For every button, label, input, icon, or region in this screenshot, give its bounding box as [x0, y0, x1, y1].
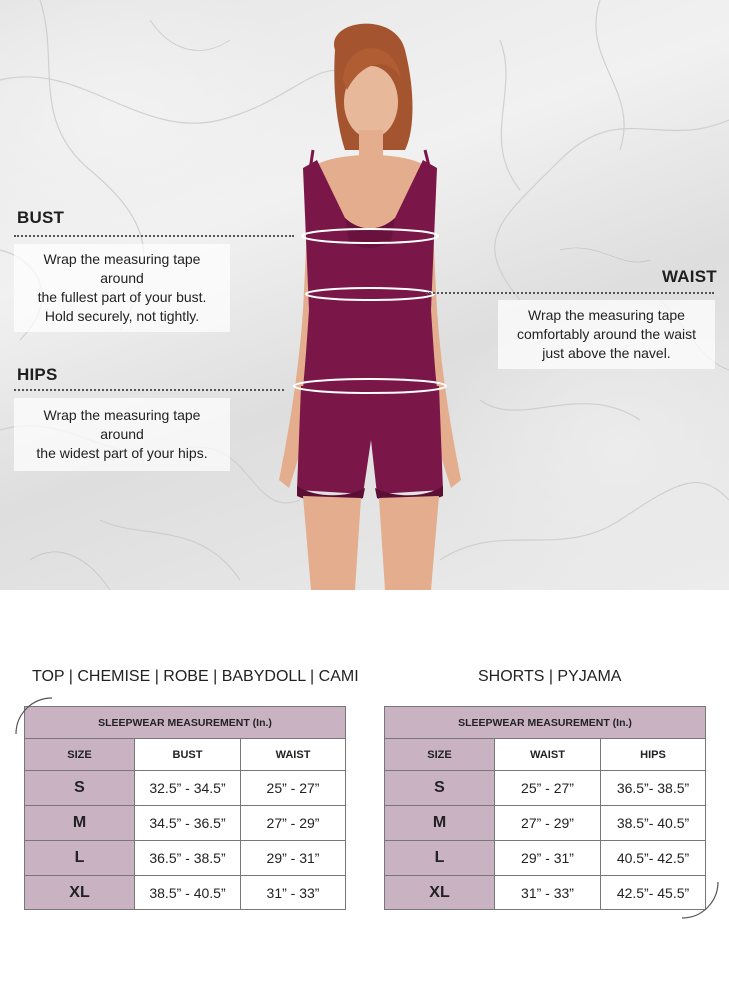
- table-row: [25, 876, 345, 909]
- size-cell: XL: [25, 876, 135, 909]
- bust-instruction-line: the fullest part of your bust.: [37, 289, 207, 305]
- table-row: [385, 806, 705, 841]
- hips-instruction-line: Wrap the measuring tape around: [43, 407, 201, 442]
- column-header: WAIST: [495, 739, 601, 770]
- value-cell: 36.5” - 38.5”: [135, 841, 241, 875]
- value-cell: 31” - 33”: [266, 884, 320, 901]
- table-row: [25, 841, 345, 876]
- bust-instruction-line: Wrap the measuring tape around: [43, 251, 201, 286]
- value-cell: 29” - 31”: [266, 850, 320, 866]
- value-cell: 42.5”- 45.5”: [616, 884, 690, 901]
- column-header: SIZE: [25, 739, 135, 770]
- corner-arc-decoration: [14, 696, 54, 736]
- hips-instruction-line: the widest part of your hips.: [36, 445, 208, 461]
- table-row: [385, 771, 705, 806]
- table-row: [25, 806, 345, 841]
- column-header: WAIST: [275, 748, 311, 761]
- tops-category-title: TOP | CHEMISE | ROBE | BABYDOLL | CAMI: [32, 668, 359, 685]
- bust-leader-line: [14, 235, 294, 237]
- bust-heading: BUST: [17, 208, 65, 227]
- waist-heading: WAIST: [662, 267, 717, 286]
- value-cell: 25” - 27”: [495, 771, 601, 805]
- value-cell: 32.5” - 34.5”: [135, 771, 241, 805]
- size-cell: L: [385, 841, 495, 875]
- value-cell: 29” - 31”: [495, 841, 601, 875]
- value-cell: 27” - 29”: [266, 815, 320, 831]
- waist-instruction-line: just above the navel.: [542, 345, 671, 361]
- size-cell: M: [25, 806, 135, 840]
- value-cell: 40.5”- 42.5”: [616, 850, 690, 866]
- waist-instructions: [498, 300, 715, 369]
- column-header: BUST: [135, 739, 241, 770]
- table-row: [25, 771, 345, 806]
- table-header: SLEEPWEAR MEASUREMENT (In.): [385, 707, 705, 739]
- value-cell: 38.5” - 40.5”: [135, 876, 241, 909]
- size-cell: M: [385, 806, 495, 840]
- size-cell: S: [385, 771, 495, 805]
- column-header: HIPS: [640, 748, 666, 761]
- value-cell: 31” - 33”: [495, 876, 601, 909]
- waist-instruction-line: Wrap the measuring tape: [528, 307, 685, 323]
- value-cell: 36.5”- 38.5”: [616, 780, 690, 796]
- bust-instructions: [14, 244, 230, 332]
- size-cell: L: [25, 841, 135, 875]
- table-row: [385, 876, 705, 909]
- table-row: [385, 841, 705, 876]
- model-figure: [255, 10, 470, 590]
- bust-instruction-line: Hold securely, not tightly.: [44, 308, 200, 324]
- tops-size-table: [24, 706, 346, 910]
- hips-instructions: [14, 398, 230, 471]
- waist-leader-line: [426, 292, 714, 294]
- waist-instruction-line: comfortably around the waist: [517, 326, 696, 342]
- value-cell: 38.5”- 40.5”: [616, 815, 690, 831]
- size-cell: XL: [385, 876, 495, 909]
- bottoms-category-title: SHORTS | PYJAMA: [478, 668, 622, 685]
- value-cell: 27” - 29”: [495, 806, 601, 840]
- table-column-header-row: [25, 739, 345, 771]
- column-header: SIZE: [385, 739, 495, 770]
- table-column-header-row: [385, 739, 705, 771]
- hips-heading: HIPS: [17, 365, 58, 384]
- corner-arc-decoration: [680, 880, 720, 920]
- size-cell: S: [25, 771, 135, 805]
- value-cell: 34.5” - 36.5”: [135, 806, 241, 840]
- table-header: SLEEPWEAR MEASUREMENT (In.): [25, 707, 345, 739]
- value-cell: 25” - 27”: [266, 780, 320, 796]
- hips-leader-line: [14, 389, 284, 391]
- bottoms-size-table: [384, 706, 706, 910]
